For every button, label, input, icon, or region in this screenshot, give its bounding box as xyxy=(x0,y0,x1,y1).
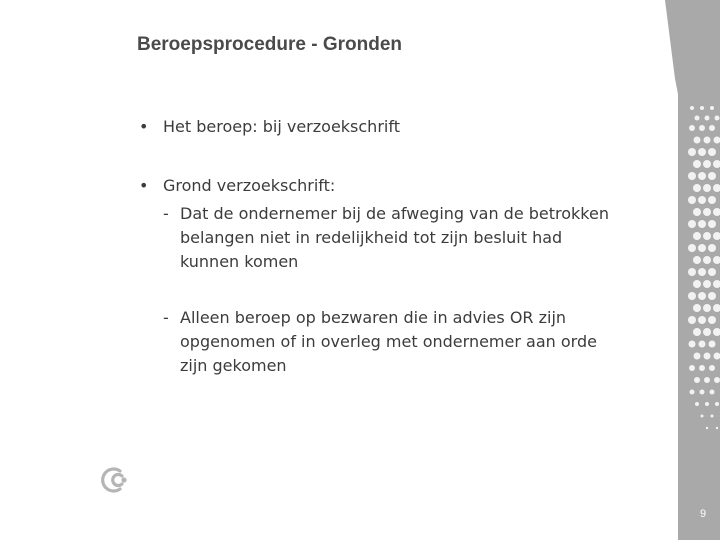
company-logo-icon xyxy=(98,465,128,495)
bullet-marker: • xyxy=(139,117,149,136)
decorative-dot-pattern xyxy=(688,100,720,440)
bullet-text-grond: Grond verzoekschrift: xyxy=(163,176,336,195)
slide-title: Beroepsprocedure - Gronden xyxy=(137,34,402,55)
sub-item-text-bezwaren: Alleen beroep op bezwaren die in advies OR zijn opgenomen of in overleg met ondernemer aan orde zijn gekomen xyxy=(180,308,597,375)
sub-item-marker: - xyxy=(163,204,169,223)
page-number: 9 xyxy=(700,508,707,520)
sub-item-text-afweging: Dat de ondernemer bij de afweging van de betrokken belangen niet in redelijkheid tot zijn besluit had kunnen komen xyxy=(180,204,609,271)
bullet-text-beroep: Het beroep: bij verzoekschrift xyxy=(163,117,400,136)
sub-item-marker: - xyxy=(163,308,169,327)
bullet-marker: • xyxy=(139,176,149,195)
